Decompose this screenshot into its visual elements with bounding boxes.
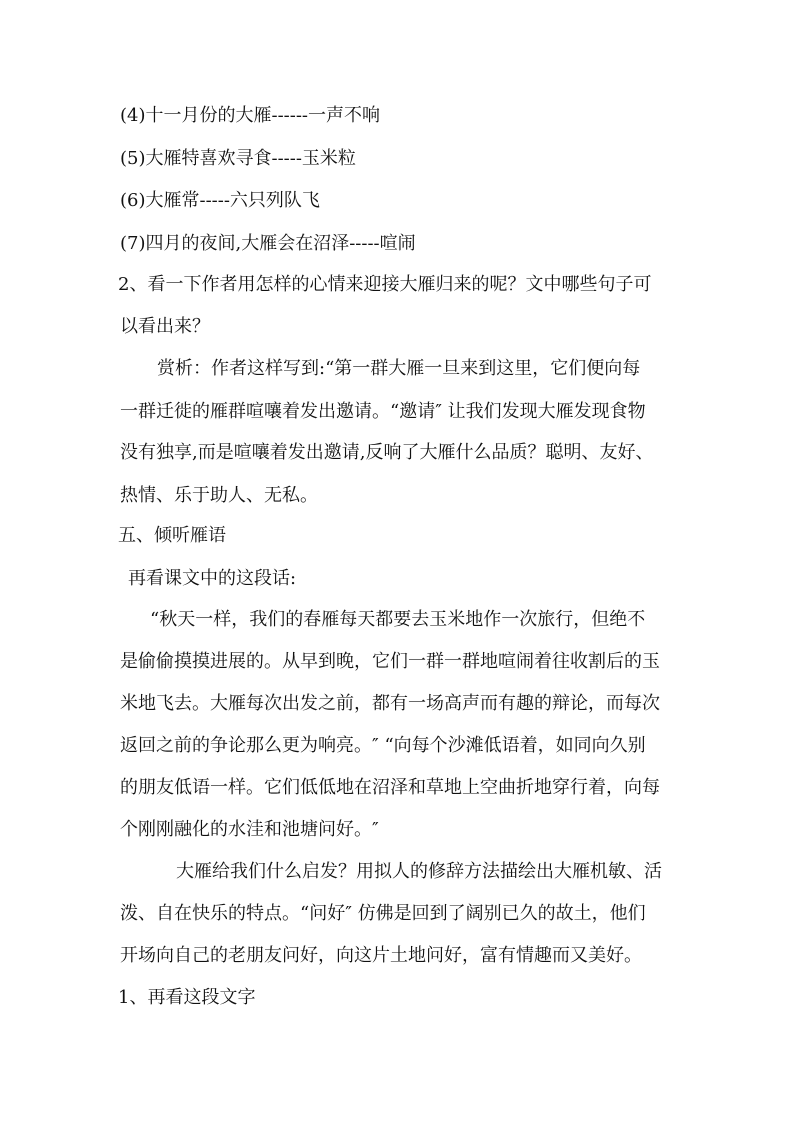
quote-line-4: 返回之前的争论那么更为响亮。″ “向每个沙滩低语着，如同向久别 [120,735,646,756]
inspiration-line-1: 大雁给我们什么启发？用拟人的修辞方法描绘出大雁机敏、活 [176,861,662,882]
analysis-line-1: 赏析：作者这样写到:“第一群大雁一旦来到这里，它们便向每 [157,358,641,379]
analysis-line-4: 热情、乐于助人、无私。 [120,485,318,506]
reread-intro: 再看课文中的这段话: [128,568,297,589]
answer-item-4: (4)十一月份的大雁------一声不响 [120,105,380,126]
quote-line-2: 是偷偷摸摸进展的。从早到晚，它们一群一群地喧闹着往收割后的玉 [120,651,660,672]
subheading-1: 1、再看这段文字 [118,987,256,1008]
answer-item-5: (5)大雁特喜欢寻食-----玉米粒 [120,148,356,169]
quote-line-5: 的朋友低语一样。它们低低地在沼泽和草地上空曲折地穿行着，向每 [120,777,660,798]
quote-line-3: 米地飞去。大雁每次出发之前，都有一场高声而有趣的辩论，而每次 [120,693,660,714]
answer-item-6: (6)大雁常-----六只列队飞 [120,190,320,211]
analysis-line-2: 一群迁徙的雁群喧嚷着发出邀请。“邀请″ 让我们发现大雁发现食物 [120,401,646,422]
section-heading-5: 五、倾听雁语 [118,525,226,546]
question-2-line-1: 2、看一下作者用怎样的心情来迎接大雁归来的呢？文中哪些句子可 [118,274,652,295]
question-2-line-2: 以看出来？ [120,316,210,337]
answer-item-7: (7)四月的夜间,大雁会在沼泽-----喧闹 [120,233,416,254]
inspiration-line-3: 开场向自己的老朋友问好，向这片土地问好，富有情趣而又美好。 [120,945,642,966]
analysis-line-3: 没有独享,而是喧嚷着发出邀请,反响了大雁什么品质？聪明、友好、 [120,442,654,463]
inspiration-line-2: 泼、自在快乐的特点。“问好″ 仿佛是回到了阔别已久的故土，他们 [120,903,646,924]
quote-line-1: “秋天一样，我们的春雁每天都要去玉米地作一次旅行，但绝不 [150,609,646,630]
quote-line-6: 个刚刚融化的水洼和池塘问好。″ [120,819,379,840]
